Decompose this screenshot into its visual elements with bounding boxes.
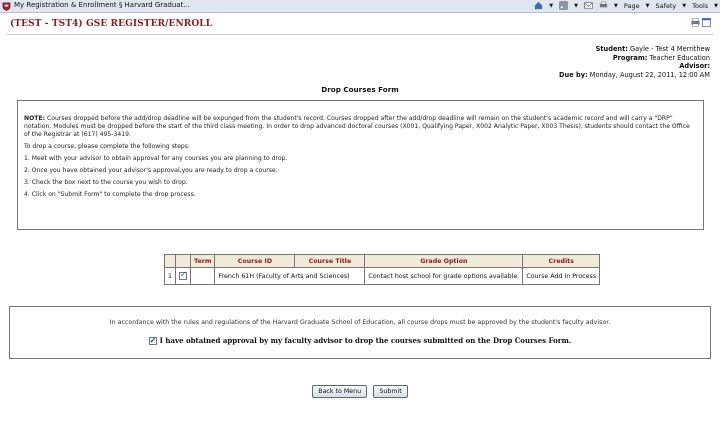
row-index: 1 — [165, 268, 176, 285]
advisor-label: Advisor: — [679, 62, 710, 70]
chevron-down-icon[interactable]: ▼ — [682, 2, 687, 9]
student-label: Student: — [595, 45, 628, 53]
chevron-down-icon[interactable]: ▼ — [574, 2, 578, 9]
approval-checkbox[interactable] — [149, 337, 157, 345]
print-icon[interactable] — [691, 18, 700, 27]
drop-course-checkbox[interactable] — [179, 272, 187, 280]
table-row — [165, 268, 600, 285]
due-label: Due by: — [559, 70, 588, 79]
chevron-down-icon[interactable]: ▼ — [549, 2, 554, 9]
drop-courses-table — [164, 254, 600, 285]
tools-menu[interactable]: Tools — [692, 1, 709, 10]
note-label: NOTE: — [24, 115, 46, 122]
note-text: Courses dropped before the add/drop deadline will be expunged from the student's record. Courses dropped after the add/drop deadline will remain on the student's academic record and will carry a "DRP" notation. Modules must be dropped before the start of the third class meeting. In order to drop advanced doctoral courses (X001, Qualifying Paper, X002 Analytic Paper, X003 Thesis), students should contact the Office of the Registrar at (617) 495-3419. — [24, 115, 690, 139]
safety-menu[interactable]: Safety — [655, 1, 677, 10]
action-buttons — [0, 385, 720, 398]
row-course-id: French 61H (Faculty of Arts and Sciences) — [215, 268, 365, 285]
note-paragraph — [24, 115, 697, 140]
column-header-course-id: Course ID — [215, 255, 295, 268]
window-icon[interactable] — [702, 18, 711, 27]
step-item: 1. Meet with your advisor to obtain approval for any courses you are planning to drop. — [24, 154, 288, 162]
app-title: (TEST - TST4) GSE REGISTER/ENROLL — [10, 19, 213, 29]
column-header-index — [165, 255, 176, 268]
student-name: Gayle - Test 4 Merrithew — [630, 45, 710, 53]
back-to-menu-button[interactable]: Back to Menu — [312, 385, 367, 398]
step-item: 3. Check the box next to the course you wish to drop. — [24, 179, 188, 187]
rules-text: In accordance with the rules and regulations of the Harvard Graduate School of Education, all course drops must be approved by the student's faculty advisor. — [109, 319, 611, 326]
approval-box — [9, 306, 711, 359]
page-menu[interactable]: Page — [623, 1, 640, 10]
column-header-select — [176, 255, 191, 268]
submit-button[interactable]: Submit — [373, 385, 407, 398]
approval-confirmation — [10, 336, 710, 345]
browser-tab-title[interactable]: My Registration & Enrollment § Harvard Graduat... — [14, 1, 191, 9]
header-icons — [691, 18, 711, 27]
approval-label: I have obtained approval by my faculty advisor to drop the courses submitted on the Drop Courses Form. — [159, 336, 572, 345]
chevron-down-icon[interactable]: ▼ — [614, 2, 618, 9]
table-header-row — [165, 255, 600, 268]
page-title: Drop Courses Form — [321, 85, 399, 94]
step-item: 2. Once you have obtained your advisor's approval,you are ready to drop a course. — [24, 167, 278, 175]
row-credits: Course Add in Process — [523, 268, 600, 285]
rss-feed-icon[interactable] — [559, 1, 568, 10]
header-divider — [7, 34, 713, 35]
steps-list — [24, 155, 697, 200]
row-term — [191, 268, 215, 285]
column-header-credits: Credits — [523, 255, 600, 268]
browser-toolbar — [534, 1, 718, 10]
print-icon[interactable] — [599, 1, 608, 10]
harvard-shield-icon — [2, 2, 11, 11]
mail-icon[interactable] — [584, 1, 593, 10]
program-name: Teacher Education — [649, 53, 710, 62]
home-icon[interactable] — [534, 1, 543, 10]
chevron-down-icon[interactable]: ▼ — [714, 2, 718, 9]
row-select-cell — [176, 268, 191, 285]
column-header-grade-option: Grade Option — [365, 255, 523, 268]
instructions-box — [17, 100, 704, 230]
program-label: Program: — [612, 53, 648, 62]
column-header-term: Term — [191, 255, 215, 268]
step-item: 4. Click on "Submit Form" to complete the drop process. — [24, 191, 196, 199]
due-date: Monday, August 22, 2011, 12:00 AM — [589, 70, 710, 79]
browser-tab-bar — [0, 0, 720, 13]
column-header-course-title: Course Title — [295, 255, 365, 268]
row-grade-option: Contact host school for grade options available. — [365, 268, 523, 285]
steps-intro: To drop a course, please complete the following steps: — [24, 142, 191, 150]
chevron-down-icon[interactable]: ▼ — [645, 2, 650, 9]
student-info — [559, 45, 710, 79]
